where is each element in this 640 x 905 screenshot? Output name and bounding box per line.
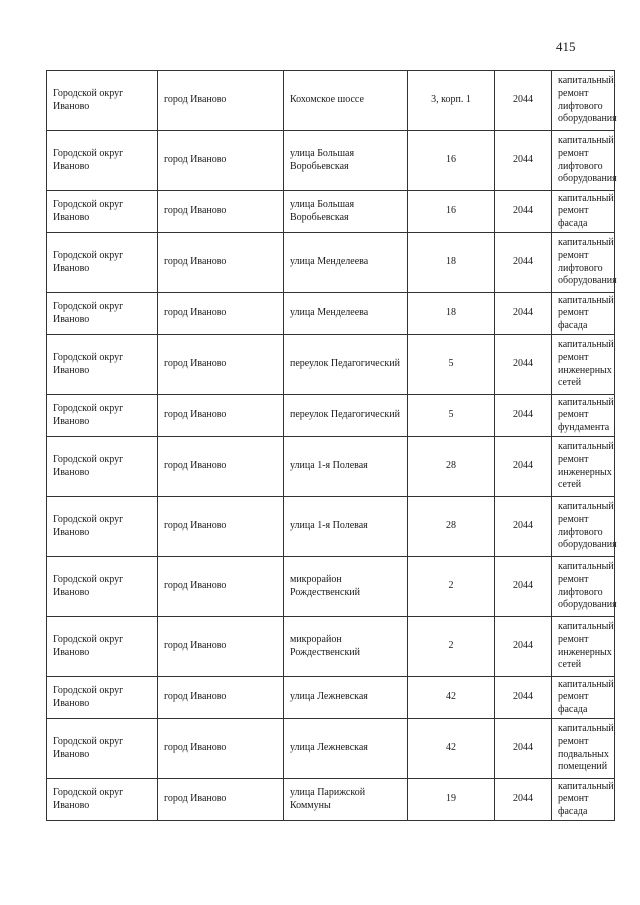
house-number-cell: 5 (408, 335, 495, 395)
street-cell: микрорайон Рождественский (284, 617, 408, 677)
street-cell: улица Большая Воробьевская (284, 191, 408, 233)
settlement-cell: город Иваново (158, 497, 284, 557)
street-cell: улица Большая Воробьевская (284, 131, 408, 191)
municipality-cell: Городской округ Иваново (47, 557, 158, 617)
street-cell: улица Менделеева (284, 233, 408, 293)
street-cell: микрорайон Рождественский (284, 557, 408, 617)
table-row (47, 617, 615, 677)
house-number-cell: 2 (408, 617, 495, 677)
settlement-cell: город Иваново (158, 71, 284, 131)
work-type-cell: капитальный ремонт фасада (552, 779, 615, 821)
year-cell: 2044 (495, 191, 552, 233)
municipality-cell: Городской округ Иваново (47, 233, 158, 293)
street-cell: переулок Педагогический (284, 395, 408, 437)
year-cell: 2044 (495, 617, 552, 677)
table-row (47, 131, 615, 191)
table-row (47, 557, 615, 617)
settlement-cell: город Иваново (158, 191, 284, 233)
work-type-cell: капитальный ремонт лифтового оборудования (552, 233, 615, 293)
year-cell: 2044 (495, 335, 552, 395)
work-type-cell: капитальный ремонт инженерных сетей (552, 617, 615, 677)
work-type-cell: капитальный ремонт фасада (552, 677, 615, 719)
work-type-cell: капитальный ремонт подвальных помещений (552, 719, 615, 779)
work-type-cell: капитальный ремонт лифтового оборудования (552, 71, 615, 131)
settlement-cell: город Иваново (158, 617, 284, 677)
page-number: 415 (556, 39, 576, 54)
house-number-cell: 28 (408, 497, 495, 557)
settlement-cell: город Иваново (158, 395, 284, 437)
year-cell: 2044 (495, 233, 552, 293)
municipality-cell: Городской округ Иваново (47, 719, 158, 779)
house-number-cell: 28 (408, 437, 495, 497)
work-type-cell: капитальный ремонт фасада (552, 293, 615, 335)
work-type-cell: капитальный ремонт инженерных сетей (552, 437, 615, 497)
municipality-cell: Городской округ Иваново (47, 395, 158, 437)
settlement-cell: город Иваново (158, 233, 284, 293)
table-row (47, 719, 615, 779)
municipality-cell: Городской округ Иваново (47, 335, 158, 395)
work-type-cell: капитальный ремонт лифтового оборудования (552, 131, 615, 191)
year-cell: 2044 (495, 719, 552, 779)
table-row (47, 437, 615, 497)
table-row (47, 395, 615, 437)
municipality-cell: Городской округ Иваново (47, 293, 158, 335)
table-row (47, 335, 615, 395)
house-number-cell: 42 (408, 719, 495, 779)
year-cell: 2044 (495, 71, 552, 131)
municipality-cell: Городской округ Иваново (47, 779, 158, 821)
year-cell: 2044 (495, 779, 552, 821)
table-row (47, 677, 615, 719)
table-row (47, 779, 615, 821)
year-cell: 2044 (495, 497, 552, 557)
municipality-cell: Городской округ Иваново (47, 71, 158, 131)
house-number-cell: 18 (408, 293, 495, 335)
work-type-cell: капитальный ремонт лифтового оборудования (552, 557, 615, 617)
municipality-cell: Городской округ Иваново (47, 617, 158, 677)
table-row (47, 71, 615, 131)
house-number-cell: 3, корп. 1 (408, 71, 495, 131)
street-cell: Кохомское шоссе (284, 71, 408, 131)
house-number-cell: 16 (408, 131, 495, 191)
house-number-cell: 2 (408, 557, 495, 617)
street-cell: улица Менделеева (284, 293, 408, 335)
table-row (47, 497, 615, 557)
work-type-cell: капитальный ремонт лифтового оборудования (552, 497, 615, 557)
settlement-cell: город Иваново (158, 293, 284, 335)
settlement-cell: город Иваново (158, 779, 284, 821)
year-cell: 2044 (495, 395, 552, 437)
table-body (47, 71, 615, 821)
year-cell: 2044 (495, 437, 552, 497)
street-cell: улица 1-я Полевая (284, 497, 408, 557)
settlement-cell: город Иваново (158, 719, 284, 779)
street-cell: улица Лежневская (284, 719, 408, 779)
municipality-cell: Городской округ Иваново (47, 497, 158, 557)
house-number-cell: 19 (408, 779, 495, 821)
settlement-cell: город Иваново (158, 677, 284, 719)
house-number-cell: 42 (408, 677, 495, 719)
settlement-cell: город Иваново (158, 335, 284, 395)
year-cell: 2044 (495, 131, 552, 191)
year-cell: 2044 (495, 677, 552, 719)
street-cell: улица Парижской Коммуны (284, 779, 408, 821)
settlement-cell: город Иваново (158, 557, 284, 617)
year-cell: 2044 (495, 293, 552, 335)
street-cell: улица Лежневская (284, 677, 408, 719)
work-type-cell: капитальный ремонт инженерных сетей (552, 335, 615, 395)
municipality-cell: Городской округ Иваново (47, 437, 158, 497)
house-number-cell: 5 (408, 395, 495, 437)
table-row (47, 191, 615, 233)
year-cell: 2044 (495, 557, 552, 617)
house-number-cell: 16 (408, 191, 495, 233)
table-row (47, 293, 615, 335)
street-cell: переулок Педагогический (284, 335, 408, 395)
repair-schedule-table (46, 70, 615, 821)
work-type-cell: капитальный ремонт фасада (552, 191, 615, 233)
settlement-cell: город Иваново (158, 437, 284, 497)
work-type-cell: капитальный ремонт фундамента (552, 395, 615, 437)
house-number-cell: 18 (408, 233, 495, 293)
settlement-cell: город Иваново (158, 131, 284, 191)
table-row (47, 233, 615, 293)
municipality-cell: Городской округ Иваново (47, 131, 158, 191)
municipality-cell: Городской округ Иваново (47, 191, 158, 233)
street-cell: улица 1-я Полевая (284, 437, 408, 497)
municipality-cell: Городской округ Иваново (47, 677, 158, 719)
